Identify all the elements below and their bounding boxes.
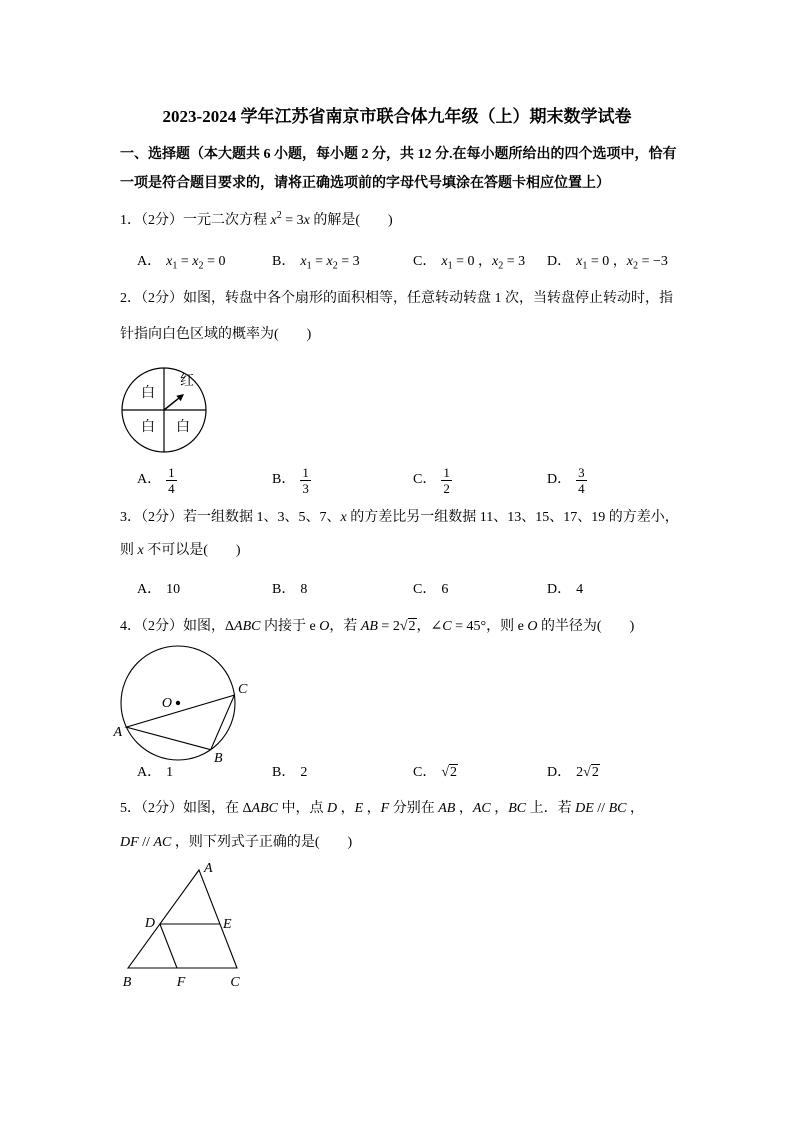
text-run: 2．（2分）如图，转盘中各个扇形的面积相等，任意转动转盘 1 次，当转盘停止转动时，指	[120, 291, 673, 306]
option-d	[547, 580, 583, 600]
spinner-pointer-shaft	[164, 398, 179, 410]
fraction-numerator: 3	[578, 464, 585, 480]
option-content	[576, 582, 583, 597]
option-d	[547, 252, 668, 272]
fraction-numerator: 1	[443, 464, 450, 480]
sector-label-bottom-left: 白	[141, 420, 155, 435]
math-italic: x	[626, 254, 634, 269]
subscript: 2	[498, 260, 504, 272]
text-run: ，	[337, 801, 355, 816]
text-run: = 0	[203, 254, 226, 269]
math-italic: BC	[508, 801, 527, 816]
segment-df	[160, 924, 177, 968]
option-content	[166, 765, 173, 780]
text-run: = 45°，则 e	[451, 619, 528, 634]
question-5-stem-line-1	[120, 799, 644, 819]
text-run: //	[138, 835, 154, 850]
text-run: =	[177, 254, 193, 269]
option-letter: B．	[272, 582, 296, 597]
math-italic: x	[326, 254, 333, 269]
spinner-figure	[118, 365, 210, 457]
question-4-options	[0, 763, 794, 783]
option-letter: D．	[547, 582, 572, 597]
text-run: = 3	[281, 213, 304, 228]
math-italic: DF	[120, 835, 139, 850]
sector-label-bottom-right: 白	[176, 420, 190, 435]
option-c	[413, 580, 448, 600]
math-italic: D	[326, 801, 338, 816]
vertex-label-a: A	[113, 725, 122, 740]
point-label-f: F	[176, 975, 186, 990]
option-content	[300, 765, 307, 780]
text-run: = 2	[377, 619, 400, 634]
option-content	[166, 254, 226, 272]
option-letter: B．	[272, 765, 296, 780]
question-2-stem-line-2	[120, 325, 311, 345]
question-2-stem-line-1	[120, 289, 673, 309]
text-run: ，	[363, 801, 381, 816]
option-letter: B．	[272, 254, 296, 269]
math-italic: x	[166, 254, 173, 269]
question-4-stem	[120, 617, 634, 637]
math-italic: BC	[608, 801, 627, 816]
text-run: ，	[455, 801, 473, 816]
math-italic: O	[319, 619, 330, 634]
option-content	[300, 254, 360, 272]
point-label-d: D	[144, 916, 155, 931]
radicand: 2	[450, 765, 458, 780]
text-run: 不可以是( )	[143, 543, 241, 558]
text-run: ，则下列式子正确的是( )	[171, 835, 353, 850]
math-italic: AC	[153, 835, 172, 850]
math-italic: C	[442, 619, 452, 634]
section-instructions-line-1: 一、选择题（本大题共 6 小题，每小题 2 分，共 12 分.在每小题所给出的四个选项中，恰有	[120, 147, 677, 162]
text-run: 上．若	[526, 801, 576, 816]
text-run: = 0 ，	[587, 254, 627, 269]
option-letter: C．	[413, 472, 437, 487]
text-run: 2	[576, 765, 584, 780]
section-instructions-line-2: 一项是符合题目要求的，请将正确选项前的字母代号填涂在答题卡相应位置上）	[120, 176, 610, 191]
option-b	[272, 580, 307, 600]
text-run: 的方差比另一组数据 11、13、15、17、19 的方差小，	[346, 510, 679, 525]
point-label-c: C	[230, 975, 240, 990]
parallel-lines-triangle-figure	[115, 860, 250, 995]
radical-sign: √	[583, 765, 591, 780]
text-run: 1．（2分）一元二次方程	[120, 213, 271, 228]
option-a	[137, 252, 225, 272]
math-italic: x	[576, 254, 583, 269]
inscribed-triangle-figure	[110, 640, 250, 770]
option-letter: D．	[547, 472, 572, 487]
fraction-denominator: 3	[302, 480, 309, 496]
text-run: 3．（2分）若一组数据 1、3、5、7、	[120, 510, 341, 525]
subscript: 2	[633, 260, 639, 272]
text-run: ，	[490, 801, 509, 816]
fraction	[300, 465, 311, 496]
question-2-options	[0, 462, 794, 498]
option-letter: B．	[272, 472, 296, 487]
option-content	[300, 465, 311, 496]
text-run: ，若	[329, 619, 361, 634]
option-content	[300, 582, 307, 597]
option-letter: C．	[413, 582, 437, 597]
option-letter: A．	[137, 582, 162, 597]
text-run: 针指向白色区域的概率为( )	[120, 327, 312, 342]
triangle-abc	[126, 695, 234, 750]
vertex-label-b: B	[214, 751, 223, 766]
text-run: 4	[576, 582, 584, 597]
superscript: 2	[276, 209, 282, 221]
text-run: 则	[120, 543, 138, 558]
fraction-denominator: 2	[443, 480, 450, 496]
option-letter: A．	[137, 765, 162, 780]
question-3-stem-line-2	[120, 541, 241, 561]
text-run: = 3	[337, 254, 360, 269]
option-c	[413, 763, 458, 783]
square-root	[583, 764, 600, 780]
exam-title: 2023-2024 学年江苏省南京市联合体九年级（上）期末数学试卷	[162, 107, 632, 126]
question-3-options	[0, 580, 794, 600]
fraction-numerator: 1	[302, 464, 309, 480]
option-b	[272, 462, 311, 498]
math-italic: AC	[472, 801, 491, 816]
square-root	[441, 764, 458, 780]
text-run: 内接于 e	[260, 619, 320, 634]
math-italic: x	[300, 254, 307, 269]
text-run: ，	[626, 801, 644, 816]
text-run: =	[311, 254, 327, 269]
subscript: 1	[582, 260, 588, 272]
option-content	[441, 254, 526, 272]
option-letter: D．	[547, 765, 572, 780]
text-run: 5．（2分）如图，在 Δ	[120, 801, 252, 816]
math-italic: x	[303, 213, 310, 228]
option-content	[441, 764, 458, 780]
text-run: = 0 ，	[452, 254, 493, 269]
text-run: 2	[300, 765, 308, 780]
option-letter: A．	[137, 472, 162, 487]
vertex-label-c: C	[238, 682, 248, 697]
center-label: O	[161, 696, 172, 711]
math-italic: x	[192, 254, 199, 269]
text-run: 4．（2分）如图，Δ	[120, 619, 235, 634]
math-italic: AB	[360, 619, 378, 634]
fraction-denominator: 4	[168, 480, 175, 496]
fraction-numerator: 1	[168, 464, 175, 480]
question-3-stem-line-1	[120, 508, 679, 528]
radicand: 2	[591, 765, 599, 780]
option-content	[166, 582, 180, 597]
option-content	[576, 465, 587, 496]
math-italic: F	[380, 801, 390, 816]
math-italic: E	[354, 801, 364, 816]
question-5-stem-line-2	[120, 833, 352, 853]
fraction-denominator: 4	[578, 480, 585, 496]
text-run: 6	[441, 582, 449, 597]
math-italic: O	[527, 619, 538, 634]
question-1-options	[0, 252, 794, 272]
radical-sign: √	[399, 619, 408, 634]
subscript: 2	[332, 260, 338, 272]
subscript: 1	[447, 260, 453, 272]
question-1-stem	[120, 211, 393, 231]
text-run: = −3	[638, 254, 668, 269]
option-a	[137, 580, 180, 600]
math-italic: x	[441, 254, 448, 269]
radical-sign: √	[441, 765, 450, 780]
option-d	[547, 462, 587, 498]
subscript: 1	[306, 260, 312, 272]
point-label-e: E	[223, 917, 232, 932]
point-label-b: B	[122, 975, 132, 990]
option-content	[441, 465, 452, 496]
fraction	[441, 465, 452, 496]
math-italic: x	[270, 213, 277, 228]
option-content	[576, 254, 668, 272]
text-run: 中，点	[277, 801, 327, 816]
square-root	[400, 618, 417, 634]
math-italic: DE	[575, 801, 594, 816]
option-letter: C．	[413, 765, 437, 780]
option-c	[413, 252, 525, 272]
text-run: 的解是( )	[309, 213, 393, 228]
text-run: //	[593, 801, 609, 816]
option-letter: A．	[137, 254, 162, 269]
text-run: = 3	[503, 254, 526, 269]
option-c	[413, 462, 452, 498]
option-a	[137, 763, 173, 783]
text-run: 的半径为( )	[537, 619, 635, 634]
subscript: 1	[172, 260, 178, 272]
option-letter: C．	[413, 254, 437, 269]
text-run: 1	[166, 765, 174, 780]
fraction	[166, 465, 177, 496]
subscript: 2	[198, 260, 204, 272]
text-run: 8	[300, 582, 308, 597]
math-italic: x	[492, 254, 499, 269]
math-italic: AB	[438, 801, 456, 816]
sector-label-top-left: 白	[141, 386, 155, 401]
math-italic: ABC	[251, 801, 278, 816]
option-d	[547, 763, 600, 783]
text-run: 分别在	[389, 801, 439, 816]
option-a	[137, 462, 177, 498]
option-b	[272, 763, 307, 783]
fraction	[576, 465, 587, 496]
option-content	[441, 582, 448, 597]
option-b	[272, 252, 360, 272]
math-italic: ABC	[234, 619, 261, 634]
point-label-a: A	[204, 861, 213, 876]
math-italic: x	[340, 510, 347, 525]
math-italic: x	[137, 543, 144, 558]
sector-label-top-right: 红	[180, 374, 194, 389]
center-point	[176, 701, 180, 705]
text-run: 10	[166, 582, 181, 597]
option-letter: D．	[547, 254, 572, 269]
text-run: ，∠	[416, 619, 443, 634]
option-content	[576, 764, 600, 780]
option-content	[166, 465, 177, 496]
radicand: 2	[408, 619, 416, 634]
